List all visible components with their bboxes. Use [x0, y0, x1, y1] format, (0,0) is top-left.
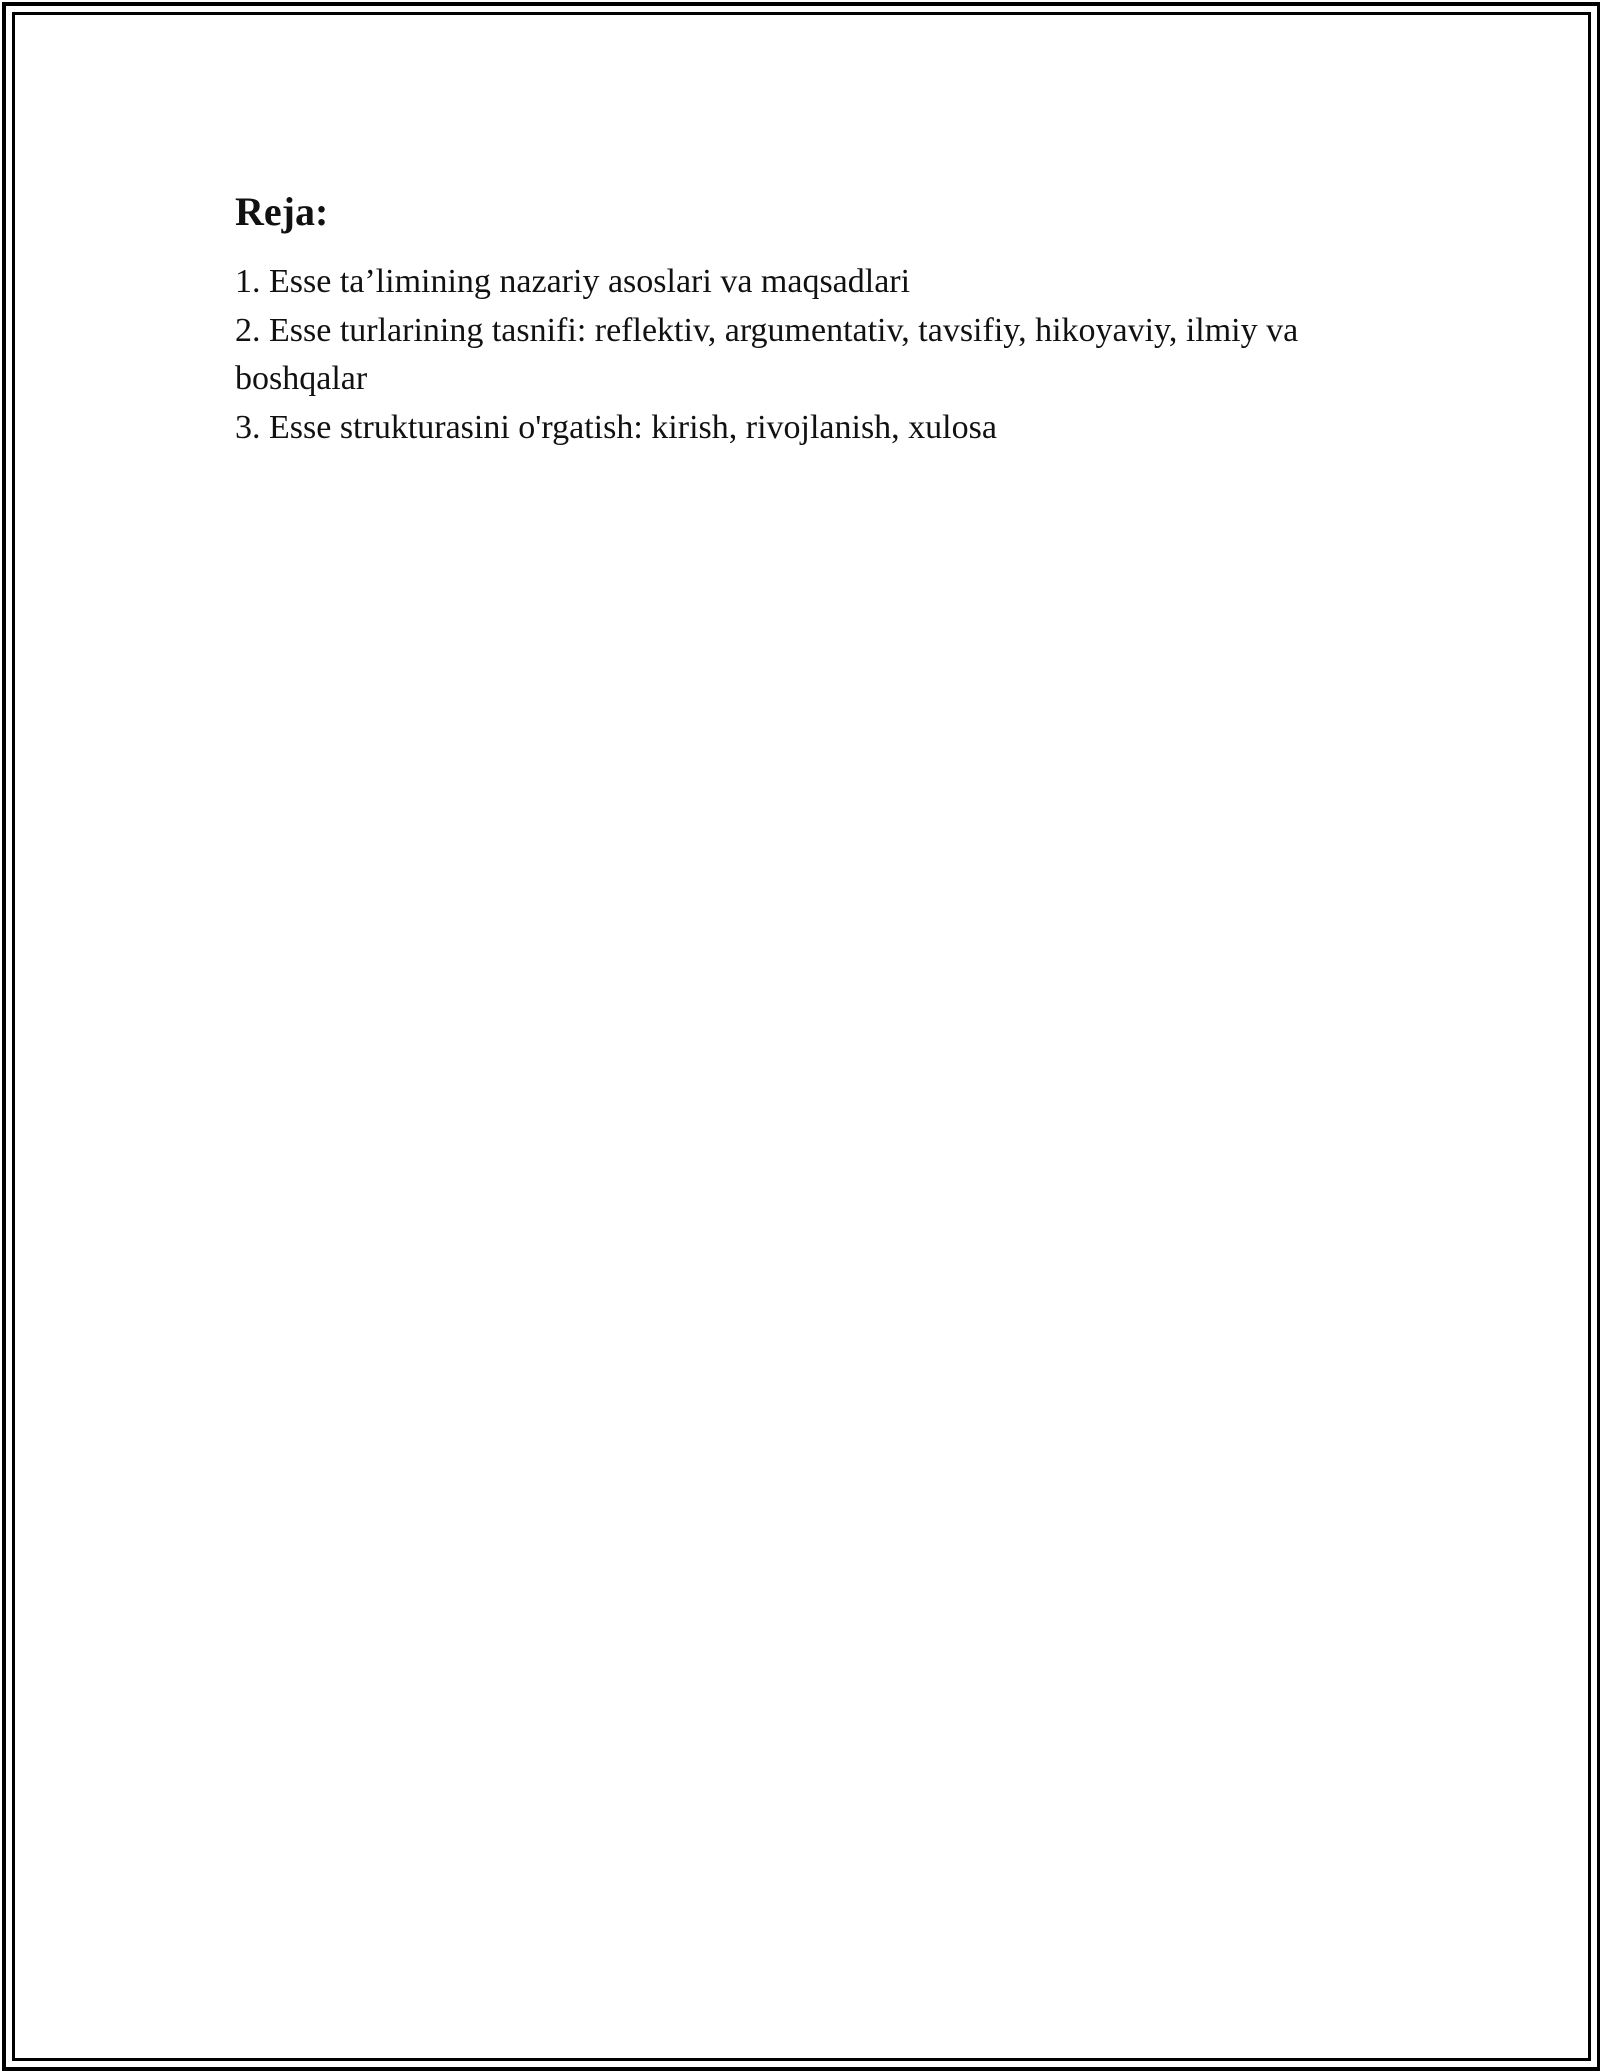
plan-heading: Reja: — [235, 189, 329, 234]
plan-item-3: 3. Esse strukturasini o'rgatish: kirish, rivojlanish, xulosa — [235, 408, 997, 446]
plan-list — [235, 258, 1365, 452]
document-content — [235, 186, 1365, 452]
plan-item-1: 1. Esse ta’limining nazariy asoslari va maqsadlari — [235, 263, 911, 300]
plan-item-2: 2. Esse turlarining tasnifi: reflektiv, argumentativ, tavsifiy, hikoyaviy, ilmiy va boshqalar — [235, 311, 1299, 397]
